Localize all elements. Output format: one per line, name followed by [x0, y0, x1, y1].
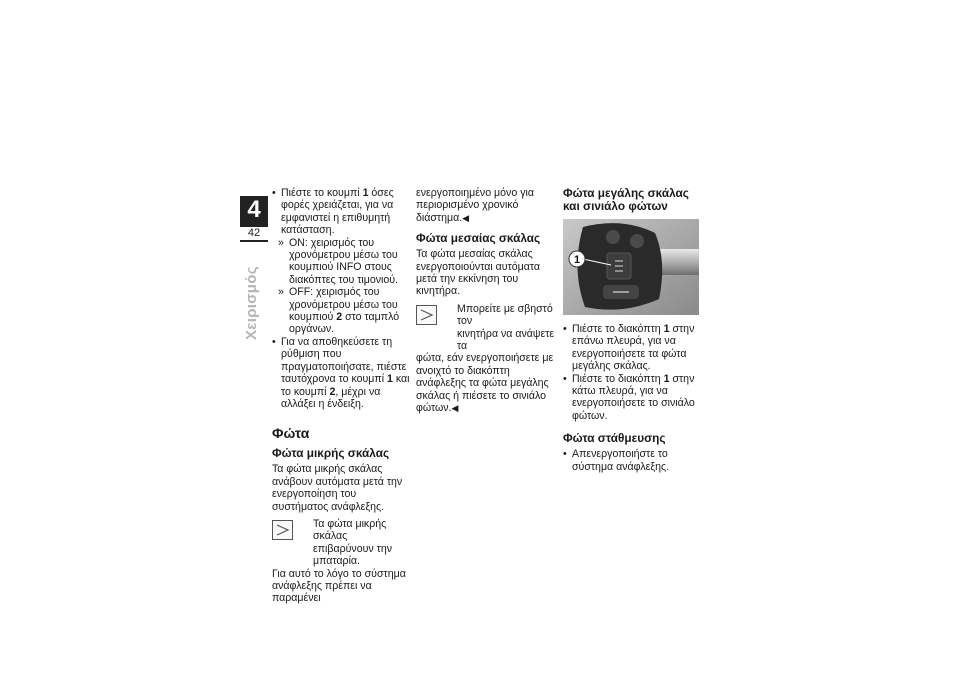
end-mark-icon: ◀	[451, 403, 459, 414]
subsection-title-parking-lights: Φώτα μικρής σκάλας	[272, 446, 390, 461]
note-block: Τα φώτα μικρής σκάλας επιβαρύνουν την μπαταρία. Για αυτό το λόγο το σύστημα ανάφλεξης πρέπει να παραμένει	[272, 517, 406, 605]
chapter-side-title: Χειρισμός	[243, 266, 260, 340]
instruction-list-4	[563, 448, 703, 473]
handlebar-switch-photo	[563, 219, 699, 315]
list-item: • Πιέστε το κουμπί 1 όσες φορές χρειάζεται, για να εμφανιστεί η επιθυμητή κατάσταση.	[272, 187, 412, 237]
note-block: Μπορείτε με σβηστό τον κινητήρα να ανάψετε τα φώτα, εάν ενεργοποιήσετε με ανοιχτό το διακόπτη ανάφλεξης τα φώτα μεγάλης σκάλας ή πιέσετε το σινιάλο φώτων.◀	[416, 302, 555, 415]
paragraph: ενεργοποιημένο μόνο για περιορισμένο χρονικό διάστημα.◀	[416, 187, 534, 224]
instruction-list-1	[272, 187, 412, 410]
subsection-title-low-beam: Φώτα μεσαίας σκάλας	[416, 231, 541, 246]
instruction-list-3	[563, 323, 703, 422]
list-item: » OFF: χειρισμός του χρονόμετρου μέσω του κουμπιού 2 στο ταμπλό οργάνων.	[272, 286, 412, 336]
page-number: 42	[240, 227, 268, 240]
list-item: • Για να αποθηκεύσετε τη ρύθμιση που πραγματοποιήσατε, πιέστε ταυτόχρονα το κουμπί 1 και το κουμπί 2, μέχρι να αλλάξει η ένδειξη.	[272, 336, 412, 410]
paragraph: Τα φώτα μεσαίας σκάλας ενεργοποιούνται αυτόματα μετά την εκκίνηση του κινητήρα.	[416, 248, 541, 298]
column-3	[563, 187, 703, 473]
column-2	[416, 187, 556, 415]
note-icon	[416, 305, 437, 325]
list-item: • Απενεργοποιήστε το σύστημα ανάφλεξης.	[563, 448, 703, 473]
photo-callout-label: 1	[573, 254, 581, 266]
end-mark-icon: ◀	[462, 212, 470, 223]
list-item: » ON: χειρισμός του χρονόμετρου μέσω του κουμπιού INFO στους διακόπτες του τιμονιού.	[272, 237, 412, 287]
section-title-lights: Φώτα	[272, 425, 310, 442]
chapter-number: 4	[247, 196, 261, 223]
subsection-title-parking: Φώτα στάθμευσης	[563, 431, 666, 446]
note-icon	[272, 520, 293, 540]
paragraph: Τα φώτα μικρής σκάλας ανάβουν αυτόματα μετά την ενεργοποίηση του συστήματος ανάφλεξης.	[272, 463, 403, 513]
list-item: • Πιέστε το διακόπτη 1 στην επάνω πλευρά, για να ενεργοποιήσετε τα φώτα μεγάλης σκάλας.	[563, 323, 703, 373]
subsection-title-high-beam: Φώτα μεγάλης σκάλας και σινιάλο φώτων	[563, 186, 689, 213]
list-item: • Πιέστε το διακόπτη 1 στην κάτω πλευρά, για να ενεργοποιήσετε το σινιάλο φώτων.	[563, 373, 703, 423]
column-1	[272, 187, 412, 605]
